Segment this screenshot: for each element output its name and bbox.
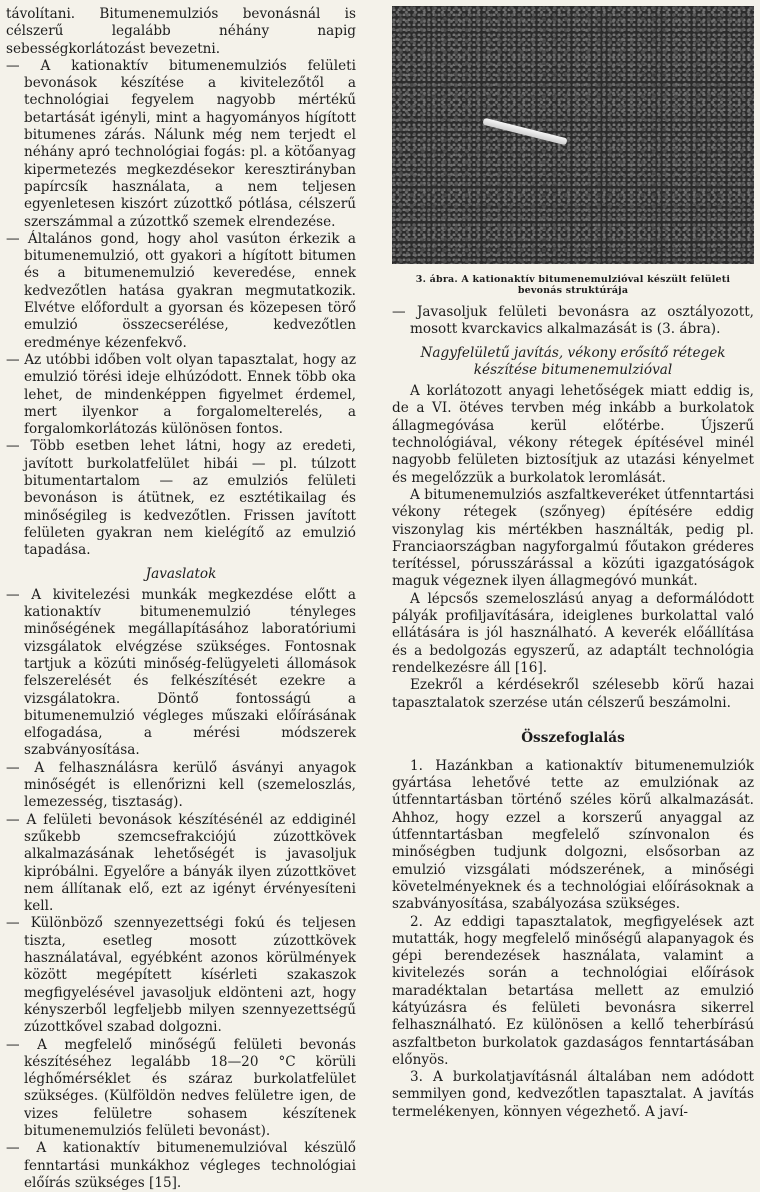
paragraph: — A felületi bevonások készítésénél az eddiginél szűkebb szemcsefrakciójú zúzottkövek alkalmazásának lehetőségét is javasoljuk kipróbálni. Egyelőre a bányák ilyen zúzottkövet nem állítanak elő, ezt az igényt érvényesíteni kell.: [6, 811, 356, 915]
paragraph: 1. Hazánkban a kationaktív bitumenemulziók gyártása lehetővé tette az emulziónak az útfenntartásban történő széles körű alkalmazását. Ahhoz, hogy ezzel a korszerű anyaggal az útfenntartásban megfelelő színvonalon és minőségben tudjunk dolgozni, elsősorban az emulzió vizsgálati módszerének, a minőségi követelményeknek és a technológiai előírásoknak a szabványosítása, szabályozása szükséges.: [392, 757, 754, 913]
paragraph: A bitumenemulziós aszfaltkeveréket útfenntartási vékony rétegek (szőnyeg) építésére eddig viszonylag kis mértékben használták, pedig pl. Franciaországban nagyforgalmú főutakon gréderes terítéssel, pórusszárással a közúti igazgatóságok maguk végeznek ilyen állagmegóvó munkát.: [392, 486, 754, 590]
paragraph: — Az utóbbi időben volt olyan tapasztalat, hogy az emulzió törési ideje elhúzódott. Ennek több oka lehet, de mindenképpen figyelmet érdemel, mert ilyenkor a forgalomelterelés, a forgalomkorlátozás különösen fontos.: [6, 351, 356, 438]
paragraph: A lépcsős szemeloszlású anyag a deformálódott pályák profiljavítására, ideiglenes burkolattal való ellátására is jól használható. A keverék előállítása és a bedolgozás egyszerű, az adaptált technológia rendelkezésre áll [16].: [392, 590, 754, 676]
section-heading-osszefoglalas: Összefoglalás: [521, 729, 625, 746]
paragraph: — Javasoljuk felületi bevonásra az osztályozott, mosott kvarckavics alkalmazását is (3. ábra).: [392, 304, 754, 338]
section-heading-nagyfeluletu-javitas: Nagyfelületű javítás, vékony erősítő rétegek készítése bitumenemulzióval: [420, 344, 726, 378]
paragraph: — A felhasználásra kerülő ásványi anyagok minőségét is ellenőrizni kell (szemeloszlás, lemezesség, tisztaság).: [6, 759, 356, 811]
left-column: [6, 6, 356, 1192]
paragraph: — A megfelelő minőségű felületi bevonás készítéséhez legalább 18—20 °C körüli léghőmérséklet és száraz burkolatfelület szükséges. (Külföldön nedves felületre igen, de vizes felületre sohasem készítenek bitumenemulziós felületi bevonást).: [6, 1036, 356, 1139]
paragraph: — Általános gond, hogy ahol vasúton érkezik a bitumenemulzió, ott gyakori a hígított bitumen és a bitumenemulzió keveredése, ennek kedvezőtlen hatása gyakran megmutatkozik. Elvétve előfordult a gyorsan és közepesen törő emulzió összecserélése, kedvezőtlen eredménye kézenfekvő.: [6, 230, 356, 351]
paragraph: — Több esetben lehet látni, hogy az eredeti, javított burkolatfelület hibái — pl. túlzott bitumentartalom — az emulziós felületi bevonáson is átütnek, ez esztétikailag és minőségileg is kedvezőtlen. Frissen javított felületen gyakran nem kielégítő az emulzió tapadása.: [6, 438, 356, 559]
right-column: [392, 6, 754, 1121]
figure-photo: [392, 6, 754, 264]
paragraph: 3. A burkolatjavításnál általában nem adódott semmilyen gond, kedvezőtlen tapasztalat. A javítás termelékenyen, könnyen végezhető. A javí-: [392, 1069, 754, 1120]
paragraph: Ezekről a kérdésekről szélesebb körű hazai tapasztalatok szerzése után célszerű beszámolni.: [392, 677, 754, 711]
figure-caption: 3. ábra. A kationaktív bitumenemulzióval készült felületi bevonás struktúrája: [415, 274, 731, 296]
paragraph: — A kivitelezési munkák megkezdése előtt a kationaktív bitumenemulzió tényleges minőségének megállapításához laboratóriumi vizsgálatok elvégzése szükséges. Fontosnak tartjuk a közúti minőség-felügyeleti állomások felszerelését és felkészítését ezekre a vizsgálatokra. Döntő fontosságú a bitumenemulzió végleges műszaki előírásának elfogadása, a mérési módszerek szabványosítása.: [6, 586, 356, 759]
paragraph: — A kationaktív bitumenemulzióval készülő fenntartási munkákhoz végleges technológiai előírás szükséges [15].: [6, 1140, 356, 1191]
paragraph: A korlátozott anyagi lehetőségek miatt eddig is, de a VI. ötéves tervben még inkább a burkolatok állagmegóvása kerül előtérbe. Újszerű technológiával, vékony rétegek építésével minél nagyobb felületen biztosítjuk az utazási kényelmet és megelőzzük a burkolatok leromlását.: [392, 383, 754, 486]
paragraph: távolítani. Bitumenemulziós bevonásnál is célszerű legalább néhány napig sebességkorlátozást bevezetni.: [6, 6, 356, 57]
paragraph: — A kationaktív bitumenemulziós felületi bevonások készítése a kivitelezőtől a technológiai fegyelem nagyobb mértékű betartását igényli, mint a hagyományos hígított bitumenes zárás. Nálunk még nem terjedt el néhány apró technológiai fogás: pl. a kötőanyag kipermetezés megkezdésekor keresztirányban papírcsík használata, a nem teljesen egyenletesen kiszórt zúzottkő pótlása, célszerű szerszámmal a zúzottkő szemek elrendezése.: [6, 57, 356, 230]
paragraph: — Különböző szennyezettségi fokú és teljesen tiszta, esetleg mosott zúzottkövek használatával, egyébként azonos körülmények között megépített kísérleti szakaszok megfigyelésével javasoljuk eldönteni azt, hogy kényszerből legfeljebb milyen szennyezettségű zúzottkővel szabad dolgozni.: [6, 915, 356, 1036]
pencil-scale-reference: [482, 118, 567, 146]
section-heading-javaslatok: Javaslatok: [145, 565, 217, 582]
paragraph: 2. Az eddigi tapasztalatok, megfigyelések azt mutatták, hogy megfelelő minőségű alapanyagok és gépi berendezések használata, valamint a kivitelezés során a technológiai előírások maradéktalan betartása mellett az emulzió kátyúzásra és felületi bevonásra sikerrel felhasználható. Ez különösen a kellő teherbírású aszfaltbeton burkolatok gazdaságos fenntartásában előnyös.: [392, 913, 754, 1068]
